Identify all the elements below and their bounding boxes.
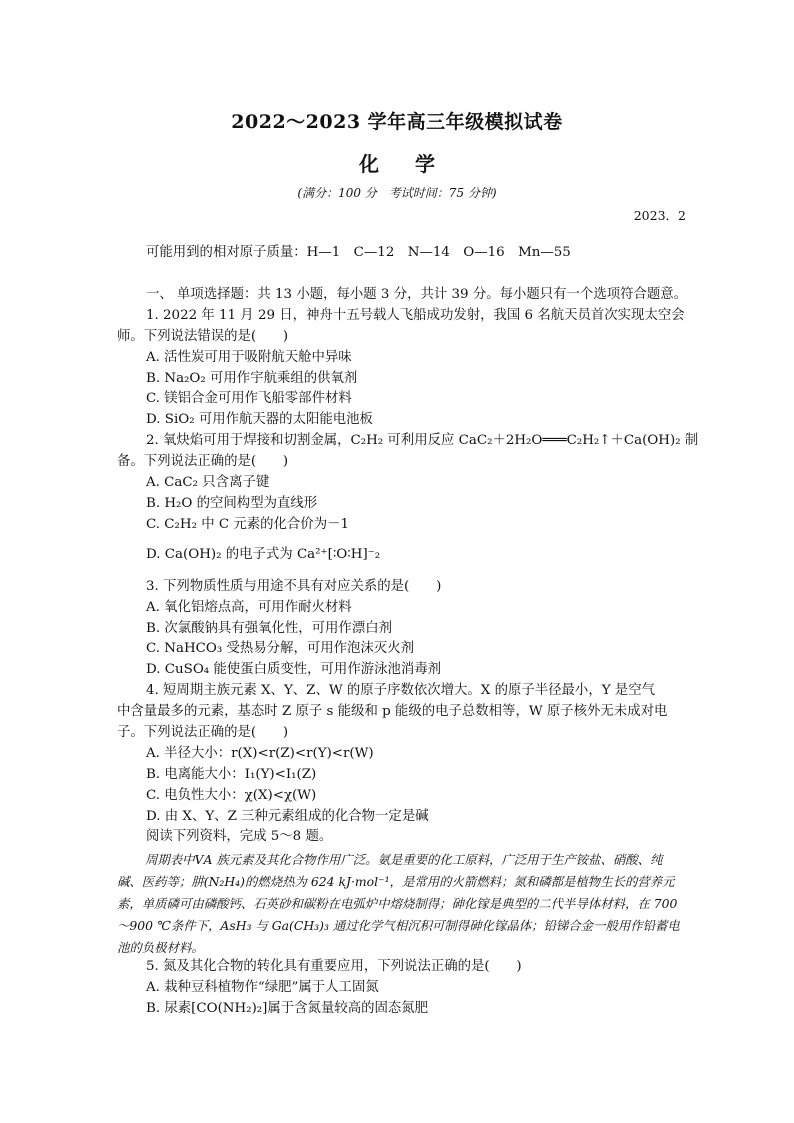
q4-stem-line2: 中含量最多的元素，基态时 Z 原子 s 能级和 p 能级的电子总数相等，W 原子核外无未成对电 xyxy=(117,704,668,719)
q1-stem-line2: 师。下列说法错误的是( ) xyxy=(117,329,289,344)
exam-date: 2023．2 xyxy=(633,208,686,223)
q3-option-c: C. NaHCO₃ 受热易分解，可用作泡沫灭火剂 xyxy=(146,641,414,656)
q4-option-c: C. 电负性大小：χ(X)<χ(W) xyxy=(146,788,317,803)
reading-text: 周期表中ⅤA 族元素及其化合物作用广泛。氨是重要的化工原料，广泛用于生产铵盐、硝酸、纯碱、医药等；肼(N₂H₄)的燃烧热为 624 kJ·mol⁻¹，是常用的火箭燃料；氮和磷都是植物生长的营养元素，单质磷可由磷酸钙、石英砂和碳粉在电弧炉中熔烧制得；砷化镓是典型的二代半导体材料，在 700～900 ℃条件下，AsH₃ 与 Ga(CH₃)₃ 通过化学气相沉积可制得砷化镓晶体；铅锑合金一般用作铅蓄电池的负极材料。 xyxy=(117,852,680,955)
q2-option-d: D. Ca(OH)₂ 的电子式为 Ca²⁺[∶O∶H]⁻₂ xyxy=(146,547,381,562)
exam-meta: (满分：100 分 考试时间：75 分钟) xyxy=(297,186,497,200)
q2-option-c: C. C₂H₂ 中 C 元素的化合价为－1 xyxy=(146,517,349,532)
q3-stem: 3. 下列物质性质与用途不具有对应关系的是( ) xyxy=(146,579,442,594)
reading-passage xyxy=(117,849,683,959)
q5-option-b: B. 尿素[CO(NH₂)₂]属于含氮量较高的固态氮肥 xyxy=(146,1001,429,1016)
q4-stem-line3: 子。下列说法正确的是( ) xyxy=(117,725,289,740)
q4-option-b: B. 电离能大小：I₁(Y)<I₁(Z) xyxy=(146,767,317,782)
exam-title: 2022～2023 学年高三年级模拟试卷 xyxy=(231,111,563,133)
q3-option-d: D. CuSO₄ 能使蛋白质变性，可用作游泳池消毒剂 xyxy=(146,662,442,677)
q1-option-a: A. 活性炭可用于吸附航天舱中异味 xyxy=(146,350,352,365)
atomic-masses: 可能用到的相对原子质量：H—1 C—12 N—14 O—16 Mn—55 xyxy=(146,245,571,260)
q1-option-c: C. 镁铝合金可用作飞船零部件材料 xyxy=(146,391,352,406)
q1-stem-line1: 1. 2022 年 11 月 29 日，神舟十五号载人飞船成功发射，我国 6 名航天员首次实现太空会 xyxy=(146,308,685,323)
q5-stem: 5. 氮及其化合物的转化具有重要应用，下列说法正确的是( ) xyxy=(146,959,522,974)
q4-option-d: D. 由 X、Y、Z 三种元素组成的化合物一定是碱 xyxy=(146,809,429,824)
section-heading: 一、 单项选择题：共 13 小题，每小题 3 分，共计 39 分。每小题只有一个选项符合题意。 xyxy=(146,287,688,302)
q5-option-a: A. 栽种豆科植物作“绿肥”属于人工固氮 xyxy=(146,980,379,995)
q2-option-b: B. H₂O 的空间构型为直线形 xyxy=(146,496,318,511)
q2-stem-line1: 2. 氧炔焰可用于焊接和切割金属，C₂H₂ 可利用反应 CaC₂＋2H₂O═══C₂H₂↑＋Ca(OH)₂ 制 xyxy=(146,433,699,448)
q2-option-a: A. CaC₂ 只含离子键 xyxy=(146,475,270,490)
q2-stem-line2: 备。下列说法正确的是( ) xyxy=(117,454,289,469)
q4-option-a: A. 半径大小：r(X)<r(Z)<r(Y)<r(W) xyxy=(146,746,374,761)
q3-option-a: A. 氧化铝熔点高，可用作耐火材料 xyxy=(146,600,352,615)
q3-option-b: B. 次氯酸钠具有强氧化性，可用作漂白剂 xyxy=(146,621,392,636)
q4-stem-line1: 4. 短周期主族元素 X、Y、Z、W 的原子序数依次增大。X 的原子半径最小，Y 是空气 xyxy=(146,683,655,698)
q1-option-b: B. Na₂O₂ 可用作宇航乘组的供氧剂 xyxy=(146,371,358,386)
q1-option-d: D. SiO₂ 可用作航天器的太阳能电池板 xyxy=(146,412,373,427)
subject-title: 化学 xyxy=(359,152,471,176)
reading-intro: 阅读下列资料，完成 5～8 题。 xyxy=(146,829,333,844)
